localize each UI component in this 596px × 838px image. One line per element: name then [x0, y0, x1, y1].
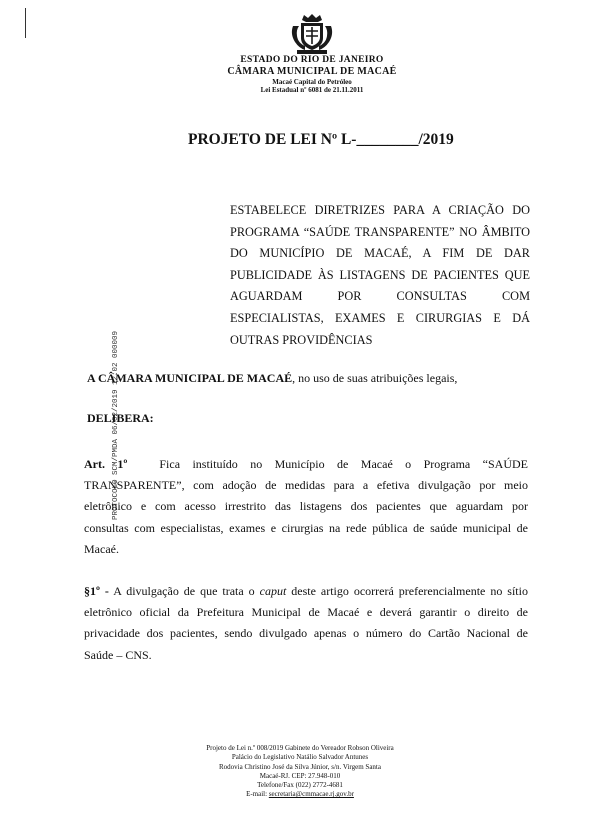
paragraph-lead: §1º -: [84, 584, 109, 598]
letterhead-capital: Macaé Capital do Petróleo: [272, 78, 352, 86]
ementa: [230, 200, 530, 351]
ementa-line: AGUARDAM POR CONSULTAS COM: [230, 289, 530, 304]
paragraph-line: eletrônico oficial da Prefeitura Municipal de Macaé e deverá garantir o direito de: [84, 605, 528, 620]
article-line: [84, 454, 528, 475]
caput-term: caput: [259, 584, 287, 598]
bill-title: PROJETO DE LEI Nº L-________/2019: [188, 131, 454, 148]
footer-email-label: E-mail:: [246, 790, 269, 799]
letterhead-camara: CÂMARA MUNICIPAL DE MACAÉ: [227, 66, 397, 77]
intro-org: A CÂMARA MUNICIPAL DE MACAÉ: [87, 371, 293, 385]
ementa-line: PUBLICIDADE ÀS LISTAGENS DE PACIENTES QUE: [230, 267, 530, 282]
letterhead-state: ESTADO DO RIO DE JANEIRO: [240, 55, 384, 65]
article-line: eletrônico e com acesso irrestrito das listagens dos pacientes que aguardam por: [84, 499, 528, 514]
footer-line: Rodovia Christino José da Silva Júnior, s/n. Virgem Santa: [219, 762, 381, 771]
coat-of-arms-icon: [287, 12, 337, 56]
footer-line: Palácio do Legislativo Natálio Salvador Antunes: [231, 753, 369, 762]
ementa-line: DO MUNICÍPIO DE MACAÉ, A FIM DE DAR: [230, 246, 530, 261]
intro-rest: , no uso de suas atribuições legais,: [292, 371, 458, 385]
paragraph-text: deste artigo ocorrerá preferencialmente no sítio: [286, 584, 528, 598]
delibera-heading: DELIBERA:: [87, 411, 154, 425]
paragraph-line: [84, 581, 528, 602]
footer-line: Telefone/Fax (022) 2772-4681: [257, 781, 343, 790]
paragraph-line: Saúde – CNS.: [84, 647, 152, 662]
letterhead-lei: Lei Estadual nº 6081 de 21.11.2011: [260, 86, 364, 94]
article-line: TRANSPARENTE”, com adoção de medidas para a efetiva divulgação por meio: [84, 478, 528, 493]
footer: [0, 744, 596, 800]
article-1: [84, 454, 528, 560]
paragraph-line: privacidade dos pacientes, sendo divulgado apenas o número do Cartão Nacional de: [84, 626, 528, 641]
ementa-line: ESTABELECE DIRETRIZES PARA A CRIAÇÃO DO: [230, 203, 530, 217]
ementa-line: PROGRAMA “SAÚDE TRANSPARENTE” NO ÂMBITO: [230, 224, 530, 239]
intro-line: [87, 371, 457, 386]
paragraph-text: A divulgação de que trata o: [108, 584, 260, 598]
footer-email-line: [0, 790, 596, 799]
ementa-line: ESPECIALISTAS, EXAMES E CIRURGIAS E DÁ: [230, 310, 530, 325]
paragraph-1: [84, 581, 528, 666]
article-text: Fica instituído no Município de Macaé o Programa “SAÚDE: [159, 457, 529, 471]
article-line: consultas com especialistas, exames e cirurgias na rede pública de saúde municipal de: [84, 520, 528, 535]
protocol-stamp: PROTOCOLO SCM/PMDA 06/02/2019 12:02 000009: [112, 330, 120, 520]
footer-line: Projeto de Lei n.º 008/2019 Gabinete do Vereador Robson Oliveira: [206, 744, 394, 752]
ementa-line: OUTRAS PROVIDÊNCIAS: [230, 332, 373, 347]
scan-mark: [25, 8, 26, 38]
footer-email-link[interactable]: secretaria@cmmacae.rj.gov.br: [268, 790, 354, 799]
footer-line: Macaé-RJ. CEP: 27.948-010: [259, 771, 341, 780]
article-line: Macaé.: [84, 541, 119, 556]
article-lead: Art. 1º: [84, 457, 128, 471]
